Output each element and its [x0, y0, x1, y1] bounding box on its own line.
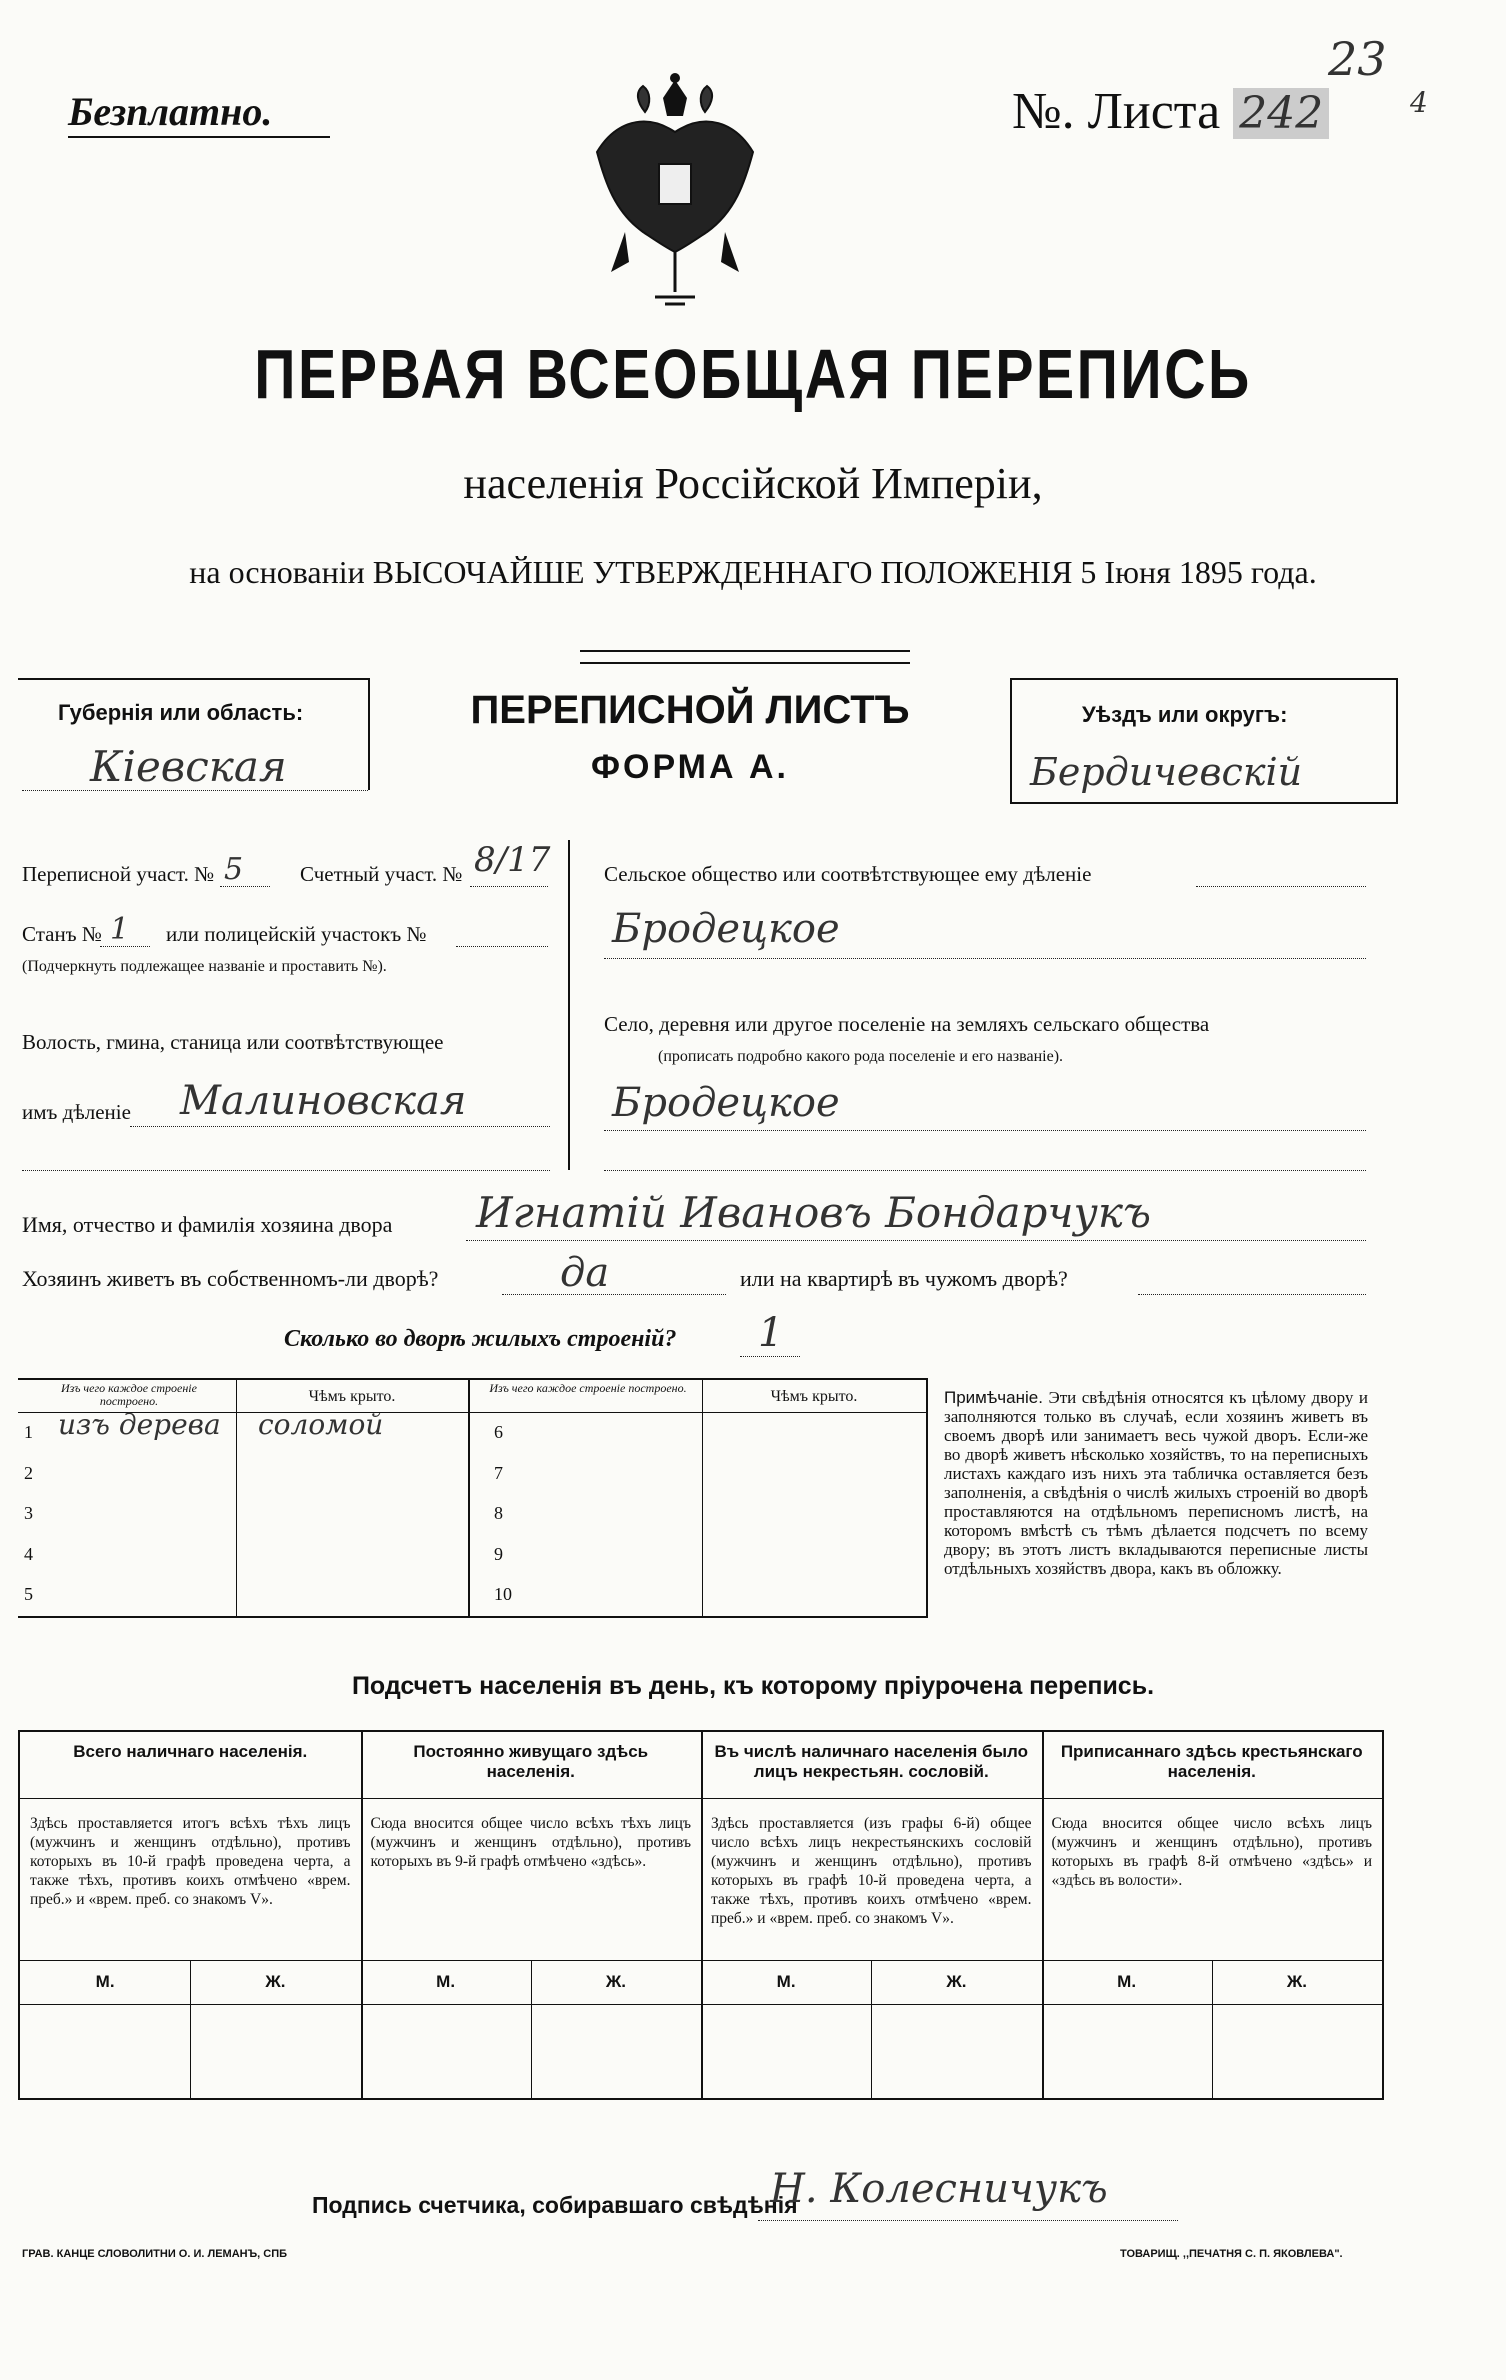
building-row-number: 10 — [494, 1584, 512, 1604]
buildings-label: Сколько во дворѣ жилыхъ строеній? — [284, 1326, 677, 1352]
col-material-header: Изъ чего каждое строеніе построено. — [61, 1381, 197, 1408]
population-count-table — [18, 1730, 1384, 2100]
count-section-title: Подсчетъ населенія въ день, къ которому пріурочена перепись. — [351, 1672, 1155, 1700]
volost-value: Малиновская — [180, 1078, 467, 1124]
building-row-number: 4 — [24, 1543, 33, 1564]
building-row-number: 1 — [24, 1422, 33, 1442]
form-subtitle: ФОРМА А. — [590, 748, 790, 786]
buildings-value: 1 — [758, 1310, 784, 1356]
col-roof-header-2: Чѣмъ крыто. — [770, 1388, 858, 1405]
remark-lead: Примѣчаніе. — [944, 1388, 1043, 1407]
building-row-number: 5 — [24, 1584, 33, 1604]
building-row-number: 3 — [24, 1503, 33, 1523]
district-value: Бердичевскій — [1030, 750, 1303, 794]
census-area-value: 5 — [224, 852, 244, 887]
remark — [944, 1388, 1368, 1578]
buildings-table — [18, 1378, 928, 1618]
female-column-label: Ж. — [265, 1972, 286, 1991]
legal-basis: на основаніи ВЫСОЧАЙШЕ УТВЕРЖДЕННАГО ПОЛОЖЕНІЯ 5 Іюня 1895 года. — [189, 554, 1317, 590]
female-column-label: Ж. — [946, 1972, 967, 1991]
province-label: Губернія или область: — [58, 700, 304, 725]
building-row-number: 7 — [494, 1462, 503, 1483]
signature-value: Н. Колесничукъ — [770, 2166, 1108, 2212]
society-label: Сельское общество или соотвѣтствующее ему дѣленіе — [604, 862, 1092, 886]
count-column-description: Сюда вносится общее число всѣхъ тѣхъ лицъ (мужчинъ и женщинъ отдѣльно), противъ которыхъ въ 9-й графѣ отмѣчено «здѣсь». — [370, 1815, 691, 1870]
sheet-number-label: №. Листа — [1012, 83, 1221, 140]
count-column-header: Всего наличнаго населенія. — [73, 1742, 308, 1761]
building-row-number: 9 — [494, 1543, 503, 1564]
female-column-label: Ж. — [605, 1972, 626, 1991]
stan-value: 1 — [110, 912, 130, 947]
village-note: (прописать подробно какого рода поселеніе и его названіе). — [658, 1048, 1064, 1065]
page-subtitle: населенія Россійской Имперіи, — [463, 459, 1043, 508]
sheet-number-value: 242 — [1233, 88, 1329, 139]
count-column-description: Сюда вносится общее число всѣхъ лицъ (мужчинъ и женщинъ отдѣльно), противъ которыхъ въ графѣ 8-й отмѣчено «здѣсь» и «здѣсь въ волости». — [1051, 1815, 1372, 1889]
remark-text: Эти свѣдѣнія относятся къ цѣлому двору и заполняются только въ случаѣ, если хозяинъ живетъ въ своемъ дворѣ или занимаетъ весь чужой дворъ. Если-же во дворѣ живетъ нѣсколько хозяйствъ, то на переписныхъ листахъ каждаго изъ нихъ эта табличка оставляется безъ заполненія, а свѣдѣнія о числѣ жилыхъ строеній во дворѣ проставляются на отдѣльномъ переписномъ листѣ, на которомъ вмѣстѣ съ тѣмъ дѣлается подсчетъ по всему двору; въ этотъ листъ вкладываются переписные листы отдѣльныхъ хозяйствъ двора, какъ въ обложку. — [944, 1388, 1368, 1578]
count-column-description: Здѣсь проставляется (изъ графы 6-й) общее число всѣхъ лицъ некрестьянскихъ сословій (мужчинъ и женщинъ отдѣльно), противъ которыхъ въ графѣ 10-й проведена черта, а также тѣхъ, противъ коихъ отмѣчено «врем. преб.» и «врем. преб. со знакомъ V». — [711, 1815, 1032, 1927]
count-column-header: Постоянно живущаго здѣсь населенія. — [413, 1742, 649, 1781]
building-roof: соломой — [258, 1408, 384, 1441]
census-area-field — [22, 862, 214, 887]
free-label: Безплатно. — [68, 89, 273, 134]
stan-note: (Подчеркнуть подлежащее названіе и проставить №). — [22, 958, 387, 975]
police-label: или полицейскій участокъ № — [166, 922, 427, 946]
female-column-label: Ж. — [1286, 1972, 1307, 1991]
signature-label: Подпись счетчика, собиравшаго свѣдѣнія — [312, 2192, 798, 2218]
province-value: Кіевская — [90, 742, 287, 791]
male-column-label: М. — [95, 1972, 115, 1991]
owner-name-label: Имя, отчество и фамилія хозяина двора — [22, 1212, 393, 1237]
building-row-number: 2 — [24, 1462, 33, 1483]
sheet-number — [1012, 82, 1329, 141]
own-yard-value: да — [560, 1250, 610, 1296]
footer-left: ГРАВ. КАНЦЕ СЛОВОЛИТНИ О. И. ЛЕМАНЪ, СПБ — [22, 2248, 288, 2260]
village-value: Бродецкое — [612, 1080, 840, 1126]
ornament-divider — [580, 650, 910, 664]
district-label: Уѣздъ или округъ: — [1082, 702, 1288, 727]
owner-name-value: Игнатій Ивановъ Бондарчукъ — [476, 1188, 1151, 1237]
count-area-label: Счетный участ. № — [300, 862, 463, 886]
village-label: Село, деревня или другое поселеніе на земляхъ сельскаго общества — [604, 1012, 1210, 1036]
stan-label: Станъ № — [22, 922, 102, 946]
male-column-label: М. — [1117, 1972, 1137, 1991]
own-yard-label: Хозяинъ живетъ въ собственномъ-ли дворѣ? — [22, 1266, 439, 1291]
count-area-value: 8/17 — [474, 840, 551, 880]
count-column-header: Приписаннаго здѣсь крестьянскаго населенія. — [1060, 1742, 1363, 1781]
double-headed-eagle-emblem — [585, 72, 765, 312]
margin-number: 23 — [1328, 32, 1387, 86]
society-value: Бродецкое — [612, 906, 840, 952]
col-roof-header: Чѣмъ крыто. — [308, 1388, 396, 1405]
building-row-number: 8 — [494, 1503, 503, 1523]
margin-mark: 4 — [1410, 86, 1428, 119]
page-title: ПЕРВАЯ ВСЕОБЩАЯ ПЕРЕПИСЬ — [254, 335, 1252, 413]
census-area-label: Переписной участ. № — [22, 862, 215, 886]
rented-label: или на квартирѣ въ чужомъ дворѣ? — [740, 1266, 1068, 1291]
volost-label-2: имъ дѣленіе — [22, 1100, 131, 1124]
male-column-label: М. — [436, 1972, 456, 1991]
form-title: ПЕРЕПИСНОЙ ЛИСТЪ — [470, 688, 910, 732]
col-material-header-2: Изъ чего каждое строеніе построено. — [489, 1381, 687, 1395]
count-column-description: Здѣсь проставляется итогъ всѣхъ тѣхъ лицъ (мужчинъ и женщинъ отдѣльно), противъ которыхъ въ 10-й графѣ проведена черта, а также тѣхъ, противъ коихъ отмѣчено «врем. преб.» и «врем. преб. со знакомъ V». — [30, 1815, 351, 1908]
building-material: изъ дерева — [58, 1408, 221, 1441]
footer-right: ТОВАРИЩ. ,,ПЕЧАТНЯ С. П. ЯКОВЛЕВА". — [1120, 2248, 1343, 2260]
volost-label: Волость, гмина, станица или соотвѣтствующее — [22, 1030, 444, 1054]
building-row-number: 6 — [494, 1422, 503, 1442]
count-column-header: Въ числѣ наличнаго населенія было лицъ некрестьян. сословій. — [714, 1742, 1028, 1781]
male-column-label: М. — [776, 1972, 796, 1991]
